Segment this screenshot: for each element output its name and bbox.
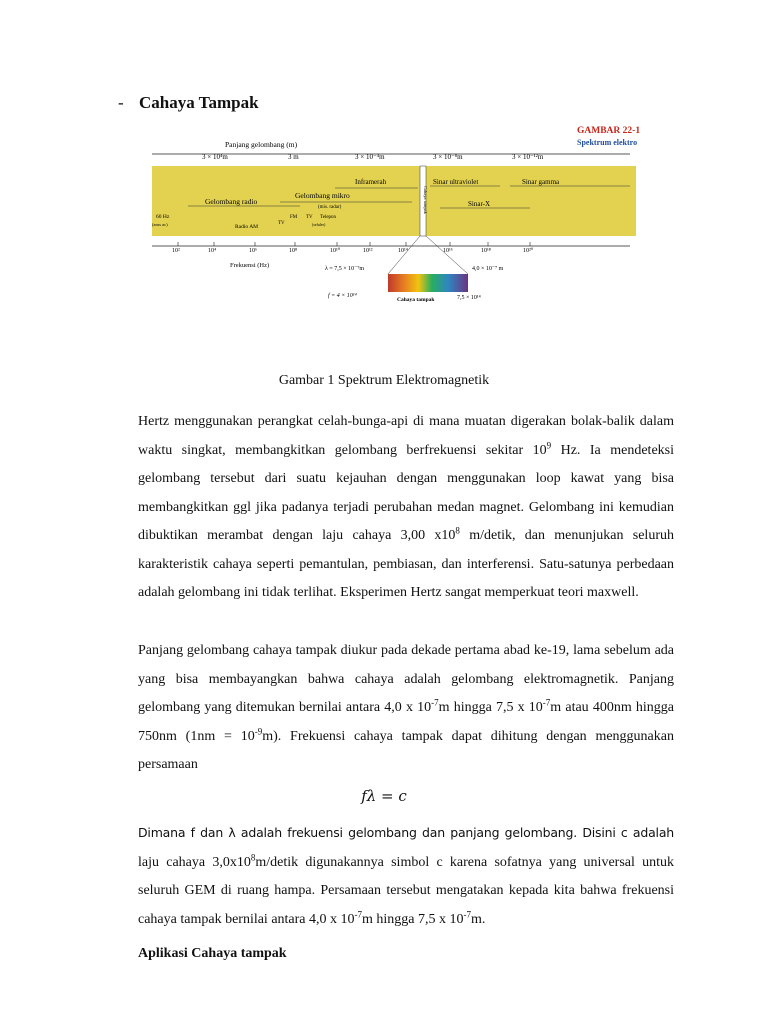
- wavelength-axis-label: Panjang gelombang (m): [225, 140, 298, 149]
- zoom-line-right: [426, 236, 468, 274]
- equation: fλ = c: [361, 787, 407, 805]
- band-60hz-note: (arus ac): [152, 222, 168, 227]
- frequency-tick: 10¹²: [363, 248, 373, 254]
- band-microwave: Gelombang mikro: [295, 191, 350, 200]
- frequency-tick: 10²: [172, 248, 180, 254]
- text-run: m hingga 7,5 x 10: [362, 911, 464, 927]
- frequency-tick: 10²⁰: [523, 248, 534, 254]
- subheading: Aplikasi Cahaya tampak: [138, 946, 287, 961]
- text-run: Hertz menggunakan perangkat celah-bunga-api di mana muatan digerakan bolak-balik dalam waktu singkat, membangkitkan gelombang berfrekuensi sekitar 10: [138, 414, 674, 458]
- band-infrared: Inframerah: [355, 178, 387, 186]
- text-run: laju cahaya 3,0x10: [138, 854, 251, 870]
- band-tv: TV: [278, 221, 285, 226]
- superscript: -7: [542, 697, 551, 708]
- superscript: 9: [546, 439, 552, 450]
- section-heading: [118, 93, 259, 113]
- band-60hz: 60 Hz: [156, 214, 170, 220]
- superscript: 8: [455, 525, 460, 536]
- band-radio: Gelombang radio: [205, 197, 258, 206]
- text-run: Hz. Ia mendeteksi gelombang tersebut dari suatu kejauhan dengan menggunakan loop kawat yang bisa membangkitkan ggl jika padanya terjadi perubahan medan magnet. Gelombang ini kemudian dibuktikan merambat dengan laju cahaya 3,00 x10: [138, 442, 674, 543]
- frequency-tick: 10⁴: [208, 248, 217, 254]
- superscript: 8: [250, 851, 256, 862]
- band-fm: FM: [290, 215, 298, 220]
- superscript: -9: [254, 725, 263, 736]
- superscript: -7: [431, 697, 439, 708]
- band-xray: Sinar-X: [468, 200, 491, 208]
- superscript: -7: [463, 908, 472, 919]
- paragraph-frequency: [138, 819, 674, 934]
- band-gamma: Sinar gamma: [522, 178, 560, 186]
- text-run: m). Frekuensi cahaya tampak dapat dihitung dengan menggunakan persamaan: [138, 728, 674, 772]
- text-run: m atau 400nm hingga 750nm (1nm = 10: [138, 700, 674, 744]
- f-high: 7,5 × 10¹⁴: [457, 295, 481, 301]
- zoom-line-left: [388, 236, 420, 274]
- figure-tag: GAMBAR 22-1: [577, 126, 641, 136]
- band-phone: Telepon: [320, 215, 337, 220]
- spectrum-figure: [150, 120, 650, 320]
- text-run: m/detik digunakannya simbol c karena sofatnya yang universal untuk seluruh GEM di ruang hampa. Persamaan tersebut mengatakan kepada kita bahwa frekuensi cahaya tampak bernilai antara 4,0 x 10: [138, 854, 674, 927]
- f-low: f = 4 × 10¹⁴: [328, 293, 357, 299]
- visible-spectrum-bar: [388, 274, 468, 292]
- frequency-axis-label: Frekuensi (Hz): [230, 262, 270, 269]
- wavelength-tick: 3 × 10⁻¹²m: [512, 153, 544, 161]
- wavelength-tick: 3 m: [288, 153, 299, 161]
- bullet-dash: -: [118, 93, 124, 112]
- band-tv2: TV: [306, 215, 313, 220]
- frequency-tick: 10⁸: [289, 248, 298, 254]
- text-run: m hingga 7,5 x 10: [438, 700, 543, 715]
- text-run: m.: [471, 911, 486, 927]
- frequency-tick-marks: [178, 242, 530, 246]
- band-ultraviolet: Sinar ultraviolet: [433, 178, 479, 186]
- section-title: Cahaya Tampak: [139, 93, 259, 112]
- frequency-tick: 10¹⁰: [330, 248, 341, 254]
- figure-tag-subtitle: Spektrum elektro: [577, 138, 638, 147]
- band-phone-note: (seluler): [312, 222, 326, 227]
- text-run: m/detik, dan menunjukan seluruh karakteristik cahaya seperti pemantulan, pembiasan, dan interferensi. Satu-satunya perbedaan adalah gelombang ini tidak terlihat. Eksperimen Hertz sangat memperkuat teori maxwell.: [138, 528, 674, 600]
- frequency-tick: 10¹⁸: [481, 248, 491, 254]
- wavelength-tick: 3 × 10⁻⁸m: [433, 153, 463, 161]
- paragraph-wavelength: [138, 637, 674, 780]
- band-microwave-note: (mis. radar): [318, 205, 342, 210]
- paragraph-hertz: [138, 408, 674, 608]
- visible-label: Cahaya tampak: [397, 297, 435, 303]
- figure-caption: Gambar 1 Spektrum Elektromagnetik: [278, 373, 490, 388]
- lambda-short: 4,0 × 10⁻⁷ m: [472, 266, 504, 272]
- frequency-tick: 10¹⁴: [398, 248, 408, 254]
- wavelength-tick: 3 × 10⁴m: [202, 153, 228, 161]
- text-run: Dimana f dan λ adalah frekuensi gelombang dan panjang gelombang. Disini c adalah: [138, 825, 674, 840]
- visible-strip-label: Cahaya tampak: [423, 186, 428, 214]
- wavelength-tick: 3 × 10⁻⁴m: [355, 153, 385, 161]
- superscript: -7: [354, 908, 363, 919]
- frequency-ticks: [172, 247, 534, 254]
- text-run: Panjang gelombang cahaya tampak diukur pada dekade pertama abad ke-19, lama sebelum ada yang bisa membayangkan bahwa cahaya adalah gelombang elektromagnetik. Panjang gelombang yang ditemukan bernilai antara 4,0 x 10: [138, 643, 674, 715]
- band-am: Radio AM: [235, 224, 259, 230]
- frequency-tick: 10⁶: [249, 248, 258, 254]
- lambda-long: λ = 7,5 × 10⁻⁷m: [325, 266, 365, 272]
- frequency-tick: 10¹⁶: [443, 248, 453, 254]
